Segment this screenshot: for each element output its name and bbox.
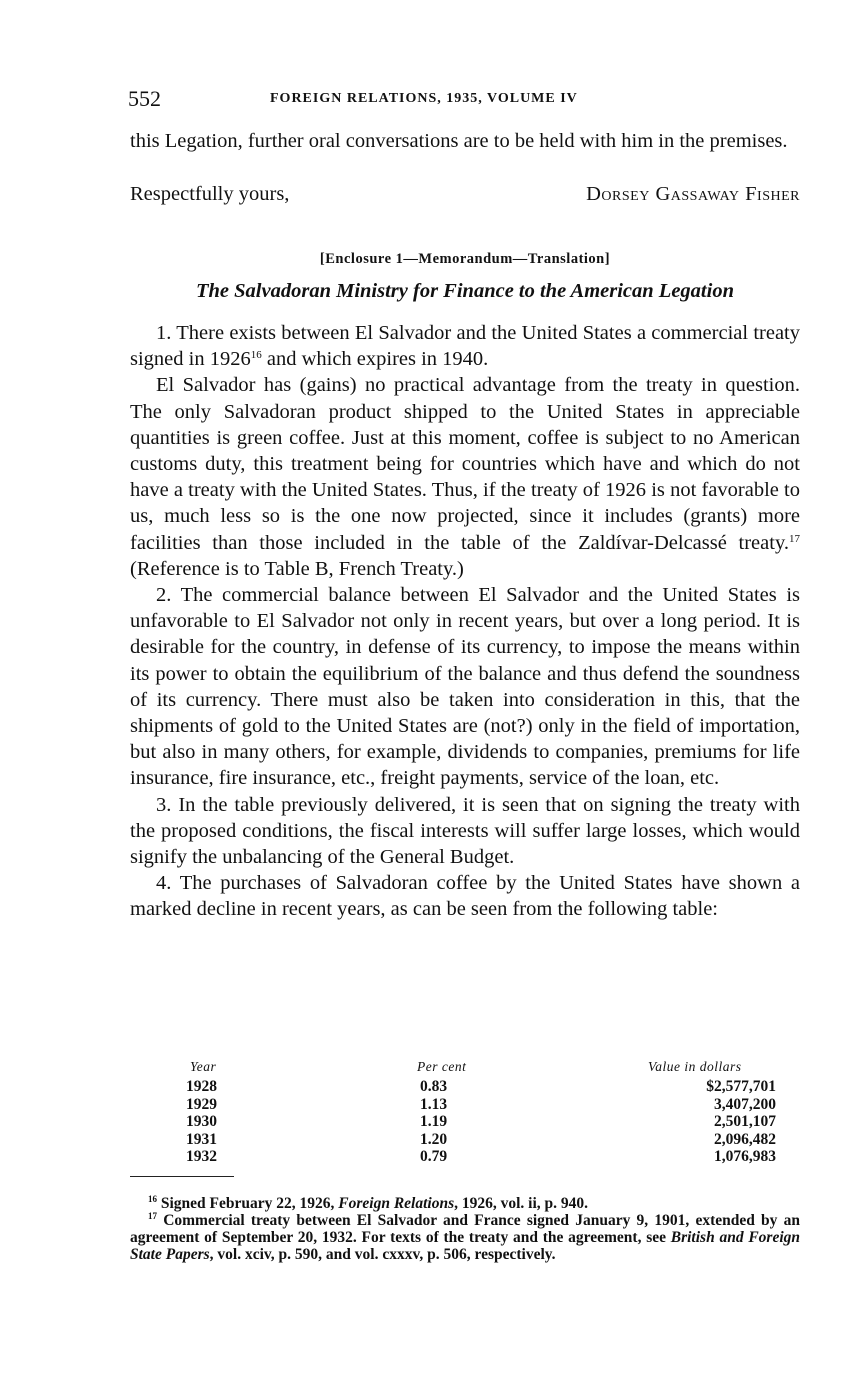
page-header: [128, 86, 800, 112]
table-header-row: [130, 1058, 800, 1078]
table-cell-value: 2,096,482: [714, 1130, 776, 1148]
table-cell-year: 1928: [186, 1078, 217, 1095]
memo-subtitle: The Salvadoran Ministry for Finance to the American Legation: [196, 280, 734, 302]
table-cell-percent: 0.83: [420, 1078, 448, 1095]
table-row: [130, 1078, 800, 1096]
table-cell-percent: 1.20: [420, 1130, 448, 1148]
table-row: [130, 1113, 800, 1131]
table-row: [130, 1096, 800, 1114]
table-row: [130, 1148, 800, 1166]
footnote-ref-16: 16: [250, 349, 262, 362]
memo-paragraph-3: 2. The commercial balance between El Salvador and the United States is unfavorable to El Salvador not only in recent years, but over a long period. It is desirable for the country, in defense of its currency, to impose the means within its power to obtain the equilibrium of the balance and thus defend the soundness of its currency. There must also be taken into consideration in this, that the shipments of gold to the United States are (not?) only in the field of importation, but also in many others, for example, dividends to companies, premiums for life insurance, fire insurance, etc., freight payments, service of the loan, etc.: [130, 584, 800, 790]
table-row: [130, 1131, 800, 1149]
table-cell-percent: 1.13: [420, 1095, 448, 1113]
table-cell-year: 1932: [186, 1148, 217, 1165]
letter-continuation: this Legation, further oral conversations are to be held with him in the premises.: [130, 130, 788, 152]
running-head: FOREIGN RELATIONS, 1935, VOLUME IV: [270, 91, 578, 106]
table-cell-year: 1929: [186, 1095, 217, 1113]
column-header-percent: Per cent: [417, 1059, 467, 1074]
footnote-17-citation-title: British and Foreign State Papers: [130, 1229, 800, 1263]
table-cell-year: 1931: [186, 1130, 217, 1148]
coffee-purchases-table: [130, 1058, 800, 1166]
page-number: 552: [128, 86, 161, 111]
table-cell-percent: 1.19: [420, 1113, 448, 1130]
table-cell-value: 1,076,983: [714, 1148, 776, 1165]
table-cell-value: $2,577,701: [706, 1078, 776, 1095]
table-cell-value: 2,501,107: [714, 1113, 776, 1130]
table-cell-percent: 0.79: [420, 1148, 448, 1165]
column-header-year: Year: [190, 1059, 217, 1074]
footnote-16: $^{16}$ Signed February 22, 1926, Foreign Relations, 1926, vol. ii, p. 940.: [148, 1194, 589, 1212]
footnotes: [130, 1195, 800, 1263]
footnote-divider: [130, 1176, 234, 1177]
letter-closing: [130, 181, 800, 207]
footnote-ref-17: 17: [789, 532, 800, 545]
footnote-16-citation-title: Foreign Relations: [338, 1195, 455, 1212]
footnote-17: $^{17}$ Commercial treaty between El Salvador and France signed January 9, 1901, extended by an agreement of September 20, 1932. For texts of the treaty and the agreement, see British and Foreign State Papers, vol. xciv, p. 590, and vol. cxxxv, p. 506, respectively.: [130, 1211, 800, 1263]
memo-paragraph-5: 4. The purchases of Salvadoran coffee by the United States have shown a marked decline in recent years, as can be seen from the following table:: [130, 872, 800, 921]
memo-paragraph-1: 1. There exists between El Salvador and the United States a commercial treaty signed in 1926$^{16}$ and which expires in 1940.: [130, 322, 800, 371]
table-cell-value: 3,407,200: [714, 1095, 776, 1113]
memorandum-body: [130, 320, 800, 923]
memo-paragraph-2: El Salvador has (gains) no practical advantage from the treaty in question. The only Salvadoran product shipped to the United States in appreciable quantities is green coffee. Just at this moment, coffee is subject to no American customs duty, this treatment being for countries which have and which do not have a treaty with the United States. Thus, if the treaty of 1926 is not favorable to us, much less so is the one now projected, since it includes (grants) more facilities than those included in the table of the Zaldívar-Delcassé treaty.$^{17}$ (Reference is to Table B, French Treaty.): [130, 374, 800, 580]
table-cell-year: 1930: [186, 1113, 217, 1130]
column-header-value: Value in dollars: [648, 1059, 742, 1074]
closing-phrase: Respectfully yours,: [130, 183, 290, 205]
signature: Dorsey Gassaway Fisher: [586, 183, 800, 205]
enclosure-label: [Enclosure 1—Memorandum—Translation]: [319, 251, 611, 267]
memo-paragraph-4: 3. In the table previously delivered, it is seen that on signing the treaty with the proposed conditions, the fiscal interests will suffer large losses, which would signify the unbalancing of the General Budget.: [130, 793, 800, 869]
